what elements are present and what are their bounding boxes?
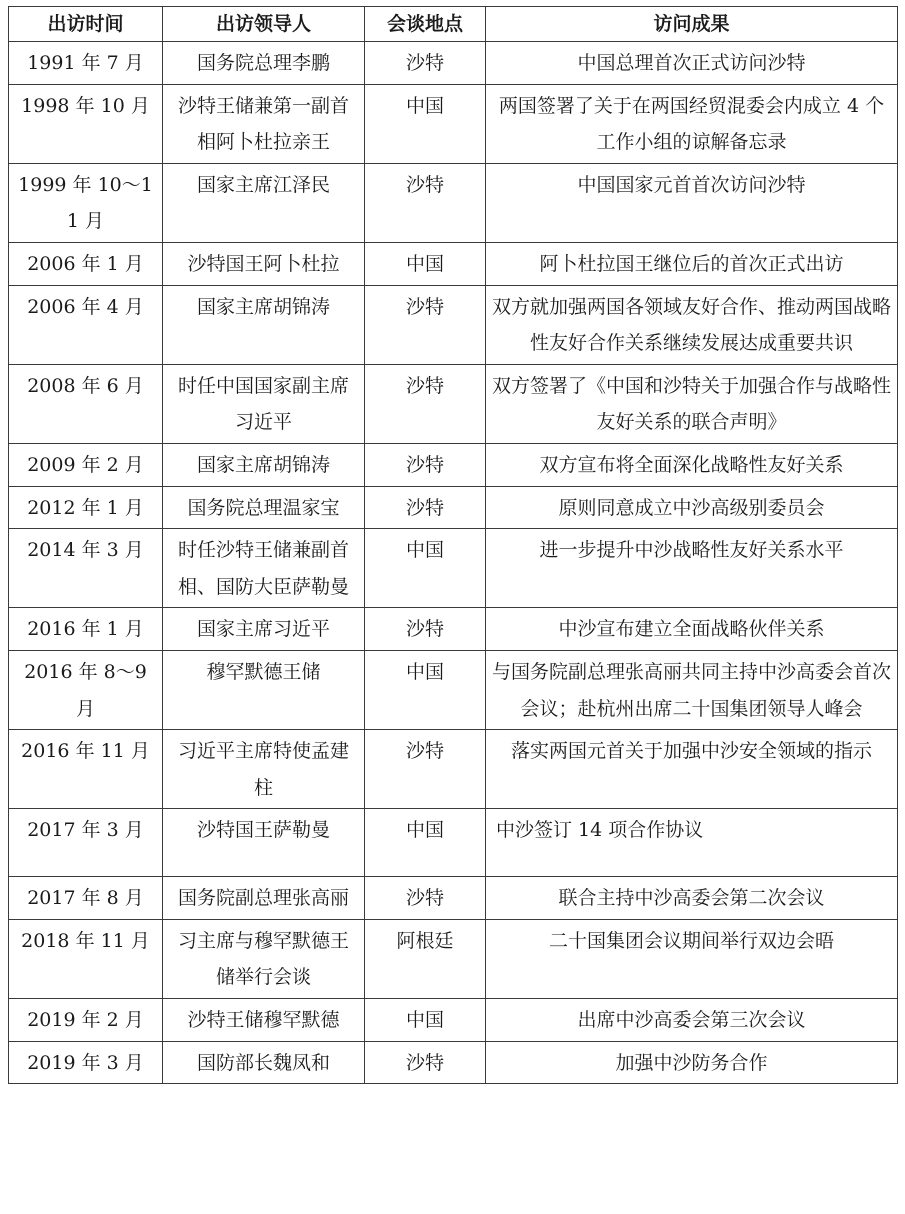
cell-visit-result: 落实两国元首关于加强中沙安全领域的指示 <box>486 730 898 809</box>
table-row <box>9 486 898 529</box>
cell-visit-result: 双方就加强两国各领域友好合作、推动两国战略性友好合作关系继续发展达成重要共识 <box>486 285 898 364</box>
cell-meeting-place: 沙特 <box>365 285 486 364</box>
cell-visit-time: 2017 年 8 月 <box>9 877 163 920</box>
cell-visit-result: 两国签署了关于在两国经贸混委会内成立 4 个工作小组的谅解备忘录 <box>486 84 898 163</box>
cell-visit-time: 2009 年 2 月 <box>9 443 163 486</box>
cell-leader: 国防部长魏凤和 <box>163 1041 365 1084</box>
cell-meeting-place: 沙特 <box>365 364 486 443</box>
table-row <box>9 919 898 998</box>
cell-visit-time: 2019 年 3 月 <box>9 1041 163 1084</box>
cell-visit-result: 与国务院副总理张高丽共同主持中沙高委会首次会议；赴杭州出席二十国集团领导人峰会 <box>486 650 898 729</box>
cell-leader: 习主席与穆罕默德王储举行会谈 <box>163 919 365 998</box>
cell-leader: 沙特王储兼第一副首相阿卜杜拉亲王 <box>163 84 365 163</box>
cell-leader: 国务院总理李鹏 <box>163 42 365 85</box>
header-meeting-place: 会谈地点 <box>365 7 486 42</box>
cell-visit-result: 进一步提升中沙战略性友好关系水平 <box>486 529 898 608</box>
cell-visit-result: 出席中沙高委会第三次会议 <box>486 999 898 1042</box>
cell-leader: 国家主席胡锦涛 <box>163 285 365 364</box>
cell-meeting-place: 中国 <box>365 650 486 729</box>
cell-leader: 时任沙特王储兼副首相、国防大臣萨勒曼 <box>163 529 365 608</box>
table-row <box>9 877 898 920</box>
cell-leader: 国家主席江泽民 <box>163 163 365 242</box>
cell-meeting-place: 中国 <box>365 809 486 877</box>
table-row <box>9 163 898 242</box>
cell-meeting-place: 阿根廷 <box>365 919 486 998</box>
table-row <box>9 84 898 163</box>
visits-table <box>8 6 898 1084</box>
cell-leader: 国务院总理温家宝 <box>163 486 365 529</box>
cell-visit-time: 2016 年 8～9 月 <box>9 650 163 729</box>
header-leader: 出访领导人 <box>163 7 365 42</box>
table-row <box>9 608 898 651</box>
table-row <box>9 364 898 443</box>
cell-visit-time: 2008 年 6 月 <box>9 364 163 443</box>
cell-leader: 时任中国国家副主席习近平 <box>163 364 365 443</box>
table-row <box>9 42 898 85</box>
cell-visit-time: 1999 年 10～11 月 <box>9 163 163 242</box>
cell-visit-result: 中沙签订 14 项合作协议 <box>486 809 898 877</box>
cell-meeting-place: 沙特 <box>365 877 486 920</box>
table-row <box>9 809 898 877</box>
cell-meeting-place: 沙特 <box>365 443 486 486</box>
cell-meeting-place: 沙特 <box>365 730 486 809</box>
cell-visit-result: 二十国集团会议期间举行双边会晤 <box>486 919 898 998</box>
cell-meeting-place: 中国 <box>365 529 486 608</box>
cell-visit-time: 2016 年 11 月 <box>9 730 163 809</box>
header-visit-result: 访问成果 <box>486 7 898 42</box>
cell-meeting-place: 中国 <box>365 999 486 1042</box>
header-visit-time: 出访时间 <box>9 7 163 42</box>
cell-visit-time: 2017 年 3 月 <box>9 809 163 877</box>
cell-visit-result: 双方签署了《中国和沙特关于加强合作与战略性友好关系的联合声明》 <box>486 364 898 443</box>
cell-meeting-place: 沙特 <box>365 42 486 85</box>
cell-visit-result: 联合主持中沙高委会第二次会议 <box>486 877 898 920</box>
cell-leader: 国务院副总理张高丽 <box>163 877 365 920</box>
cell-leader: 穆罕默德王储 <box>163 650 365 729</box>
cell-meeting-place: 沙特 <box>365 486 486 529</box>
cell-visit-result: 中国国家元首首次访问沙特 <box>486 163 898 242</box>
table-row <box>9 285 898 364</box>
cell-meeting-place: 中国 <box>365 242 486 285</box>
cell-meeting-place: 沙特 <box>365 1041 486 1084</box>
cell-meeting-place: 沙特 <box>365 608 486 651</box>
cell-visit-time: 2016 年 1 月 <box>9 608 163 651</box>
table-row <box>9 242 898 285</box>
cell-visit-time: 2006 年 4 月 <box>9 285 163 364</box>
header-row <box>9 7 898 42</box>
cell-visit-time: 1998 年 10 月 <box>9 84 163 163</box>
cell-leader: 沙特国王萨勒曼 <box>163 809 365 877</box>
cell-visit-result: 中沙宣布建立全面战略伙伴关系 <box>486 608 898 651</box>
cell-leader: 国家主席习近平 <box>163 608 365 651</box>
cell-leader: 国家主席胡锦涛 <box>163 443 365 486</box>
cell-visit-result: 双方宣布将全面深化战略性友好关系 <box>486 443 898 486</box>
visits-table-container <box>8 6 897 1084</box>
table-row <box>9 1041 898 1084</box>
table-body <box>9 42 898 1084</box>
cell-meeting-place: 沙特 <box>365 163 486 242</box>
cell-visit-result: 中国总理首次正式访问沙特 <box>486 42 898 85</box>
cell-visit-result: 加强中沙防务合作 <box>486 1041 898 1084</box>
cell-visit-time: 2014 年 3 月 <box>9 529 163 608</box>
cell-leader: 沙特王储穆罕默德 <box>163 999 365 1042</box>
table-row <box>9 443 898 486</box>
cell-visit-time: 2012 年 1 月 <box>9 486 163 529</box>
cell-visit-time: 2018 年 11 月 <box>9 919 163 998</box>
cell-leader: 习近平主席特使孟建柱 <box>163 730 365 809</box>
cell-visit-time: 1991 年 7 月 <box>9 42 163 85</box>
table-row <box>9 999 898 1042</box>
table-row <box>9 529 898 608</box>
cell-visit-time: 2006 年 1 月 <box>9 242 163 285</box>
cell-visit-result: 原则同意成立中沙高级别委员会 <box>486 486 898 529</box>
table-row <box>9 730 898 809</box>
cell-leader: 沙特国王阿卜杜拉 <box>163 242 365 285</box>
table-row <box>9 650 898 729</box>
cell-visit-result: 阿卜杜拉国王继位后的首次正式出访 <box>486 242 898 285</box>
cell-visit-time: 2019 年 2 月 <box>9 999 163 1042</box>
cell-meeting-place: 中国 <box>365 84 486 163</box>
